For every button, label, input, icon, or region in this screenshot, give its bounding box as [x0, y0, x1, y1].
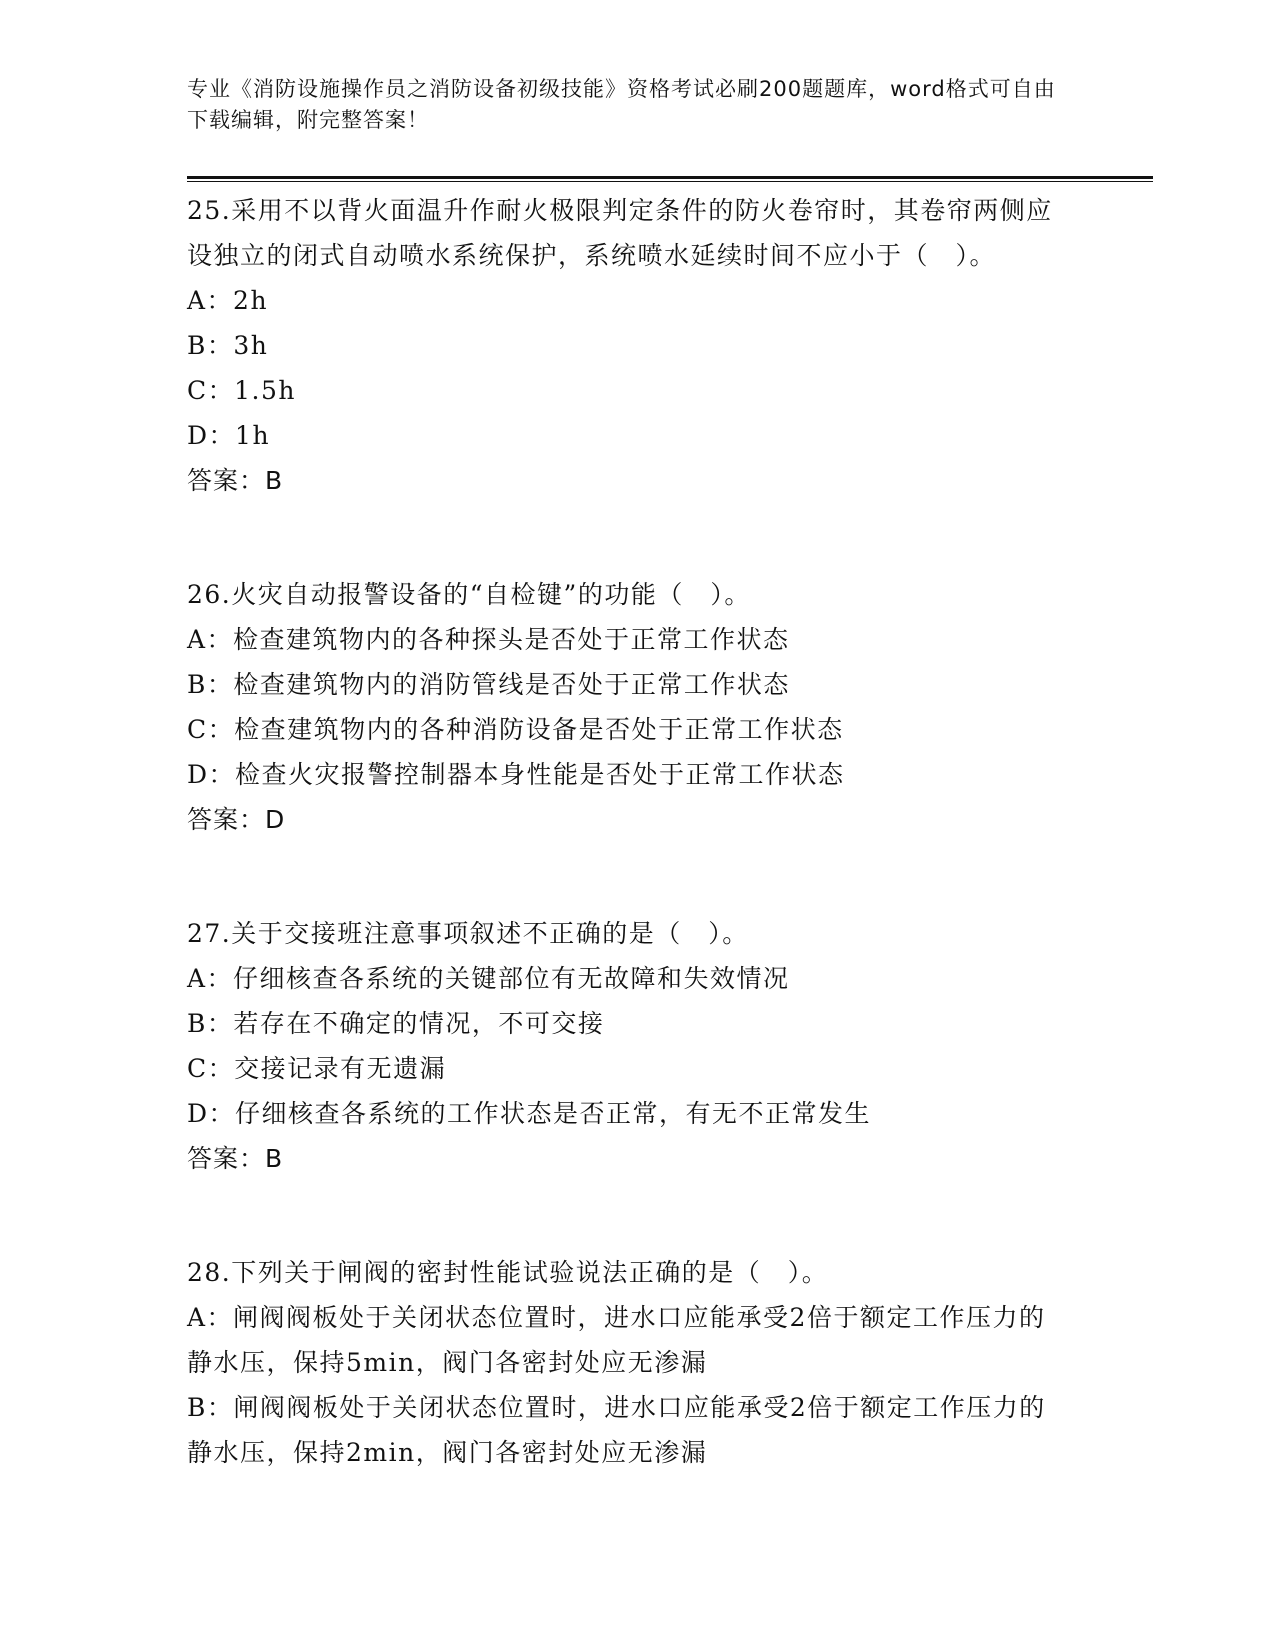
document-header: 专业《消防设施操作员之消防设备初级技能》资格考试必刷200题题库，word格式可自由下载编辑，附完整答案！ — [187, 77, 1056, 132]
question-27 — [187, 911, 1067, 1182]
option-a: A：2h — [187, 286, 269, 315]
answer-label: 答案：B — [187, 1144, 284, 1173]
option-a: A：闸阀阀板处于关闭状态位置时，进水口应能承受2倍于额定工作压力的静水压，保持5min，阀门各密封处应无渗漏 — [187, 1303, 1046, 1377]
option-c: C：1.5h — [187, 376, 296, 405]
question-25 — [187, 188, 1067, 504]
option-b: B：3h — [187, 331, 269, 360]
question-28 — [187, 1250, 1067, 1475]
question-spacer — [187, 1182, 1067, 1250]
question-text: 28.下列关于闸阀的密封性能试验说法正确的是（ ）。 — [187, 1258, 829, 1287]
option-d: D：1h — [187, 421, 271, 450]
question-spacer — [187, 504, 1067, 572]
question-spacer — [187, 843, 1067, 911]
answer-label: 答案：D — [187, 805, 286, 834]
option-b: B：检查建筑物内的消防管线是否处于正常工作状态 — [187, 670, 790, 699]
header-divider-thick — [187, 176, 1153, 179]
option-b: B：若存在不确定的情况，不可交接 — [187, 1009, 605, 1038]
header-divider-thin — [187, 181, 1153, 182]
option-d: D：检查火灾报警控制器本身性能是否处于正常工作状态 — [187, 760, 845, 789]
option-c: C：交接记录有无遗漏 — [187, 1054, 447, 1083]
question-26 — [187, 572, 1067, 843]
option-c: C：检查建筑物内的各种消防设备是否处于正常工作状态 — [187, 715, 844, 744]
option-a: A：检查建筑物内的各种探头是否处于正常工作状态 — [187, 625, 790, 654]
question-list — [187, 188, 1067, 1475]
option-b: B：闸阀阀板处于关闭状态位置时，进水口应能承受2倍于额定工作压力的静水压，保持2min，阀门各密封处应无渗漏 — [187, 1393, 1046, 1467]
question-text: 26.火灾自动报警设备的“自检键”的功能（ ）。 — [187, 580, 751, 609]
answer-label: 答案：B — [187, 466, 284, 495]
option-a: A：仔细核查各系统的关键部位有无故障和失效情况 — [187, 964, 790, 993]
question-text: 25.采用不以背火面温升作耐火极限判定条件的防火卷帘时，其卷帘两侧应设独立的闭式自动喷水系统保护，系统喷水延续时间不应小于（ ）。 — [187, 196, 1053, 270]
question-text: 27.关于交接班注意事项叙述不正确的是（ ）。 — [187, 919, 749, 948]
option-d: D：仔细核查各系统的工作状态是否正常，有无不正常发生 — [187, 1099, 872, 1128]
